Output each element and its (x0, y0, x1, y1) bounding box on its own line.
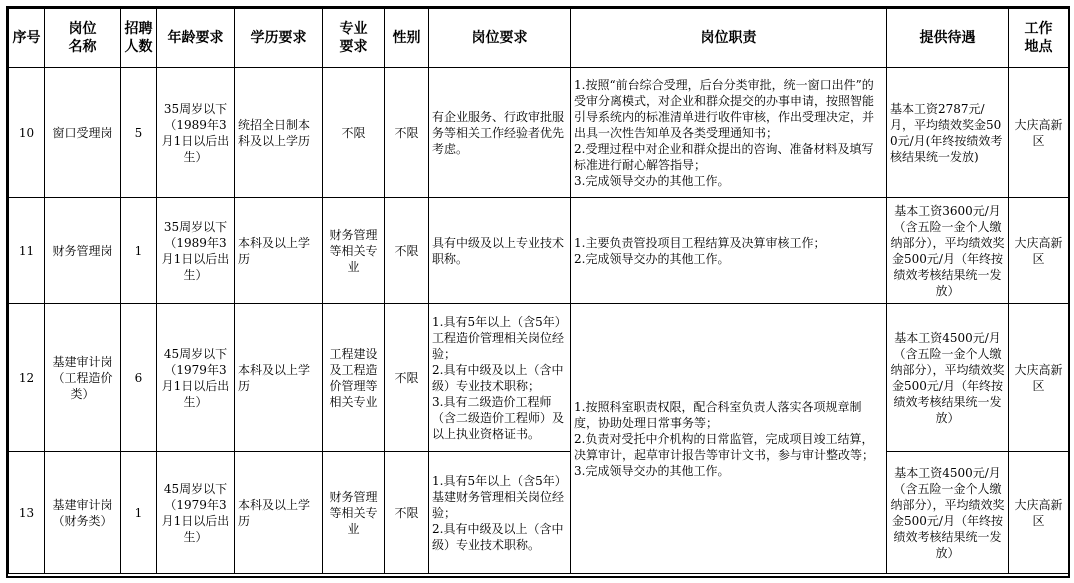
cell-pay: 基本工资3600元/月（含五险一金个人缴纳部分），平均绩效奖金500元/月（年终按绩效考核结果统一发放） (887, 198, 1009, 304)
cell-no: 11 (9, 198, 45, 304)
cell-place: 大庆高新区 (1009, 304, 1069, 452)
cell-gender: 不限 (385, 68, 429, 198)
header-no: 序号 (9, 9, 45, 68)
cell-gender: 不限 (385, 304, 429, 452)
cell-gender: 不限 (385, 198, 429, 304)
cell-duty: 1.主要负责管投项目工程结算及决算审核工作； 2.完成领导交办的其他工作。 (571, 198, 887, 304)
cell-count: 5 (121, 68, 157, 198)
cell-count: 1 (121, 452, 157, 574)
cell-req: 1.具有5年以上（含5年）基建财务管理相关岗位经验； 2.具有中级及以上（含中级）专业技术职称。 (429, 452, 571, 574)
cell-edu: 统招全日制本科及以上学历 (235, 68, 323, 198)
cell-no: 13 (9, 452, 45, 574)
cell-edu: 本科及以上学历 (235, 452, 323, 574)
table-row (9, 68, 1069, 198)
cell-count: 6 (121, 304, 157, 452)
cell-pay: 基本工资4500元/月（含五险一金个人缴纳部分），平均绩效奖金500元/月（年终按绩效考核结果统一发放） (887, 452, 1009, 574)
header-req: 岗位要求 (429, 9, 571, 68)
cell-gender: 不限 (385, 452, 429, 574)
header-duty: 岗位职责 (571, 9, 887, 68)
cell-place: 大庆高新区 (1009, 68, 1069, 198)
cell-edu: 本科及以上学历 (235, 198, 323, 304)
cell-duty-merged: 1.按照科室职责权限，配合科室负责人落实各项规章制度，协助处理日常事务等； 2.负责对受托中介机构的日常监管，完成项目竣工结算，决算审计，起草审计报告等审计文书，参与审计整改等； 3.完成领导交办的其他工作。 (571, 304, 887, 574)
cell-pay: 基本工资4500元/月（含五险一金个人缴纳部分），平均绩效奖金500元/月（年终按绩效考核结果统一发放） (887, 304, 1009, 452)
header-major: 专业 要求 (323, 9, 385, 68)
header-row (9, 9, 1069, 68)
job-table (8, 8, 1069, 574)
cell-age: 35周岁以下（1989年3月1日以后出生） (157, 198, 235, 304)
cell-req: 具有中级及以上专业技术职称。 (429, 198, 571, 304)
header-place: 工作 地点 (1009, 9, 1069, 68)
header-name: 岗位 名称 (45, 9, 121, 68)
cell-count: 1 (121, 198, 157, 304)
cell-name: 基建审计岗（财务类） (45, 452, 121, 574)
cell-name: 窗口受理岗 (45, 68, 121, 198)
cell-age: 45周岁以下（1979年3月1日以后出生） (157, 304, 235, 452)
table-row (9, 452, 1069, 574)
cell-no: 12 (9, 304, 45, 452)
header-age: 年龄要求 (157, 9, 235, 68)
cell-req: 有企业服务、行政审批服务等相关工作经验者优先考虑。 (429, 68, 571, 198)
cell-place: 大庆高新区 (1009, 198, 1069, 304)
cell-name: 基建审计岗（工程造价类） (45, 304, 121, 452)
cell-duty: 1.按照“前台综合受理，后台分类审批，统一窗口出件”的受审分离模式，对企业和群众提交的办事申请，按照智能引导系统内的标准清单进行收件审核，作出受理决定，并出具一次性告知单及各类受理通知书； 2.受理过程中对企业和群众提出的咨询、准备材料及填写标准进行耐心解答指导； 3.完成领导交办的其他工作。 (571, 68, 887, 198)
header-pay: 提供待遇 (887, 9, 1009, 68)
cell-name: 财务管理岗 (45, 198, 121, 304)
cell-age: 35周岁以下（1989年3月1日以后出生） (157, 68, 235, 198)
cell-place: 大庆高新区 (1009, 452, 1069, 574)
cell-age: 45周岁以下（1979年3月1日以后出生） (157, 452, 235, 574)
cell-edu: 本科及以上学历 (235, 304, 323, 452)
header-edu: 学历要求 (235, 9, 323, 68)
cell-req: 1.具有5年以上（含5年）工程造价管理相关岗位经验； 2.具有中级及以上（含中级）专业技术职称； 3.具有二级造价工程师（含二级造价工程师）及以上执业资格证书。 (429, 304, 571, 452)
table-row (9, 198, 1069, 304)
cell-major: 财务管理等相关专业 (323, 452, 385, 574)
header-gender: 性别 (385, 9, 429, 68)
cell-major: 工程建设及工程造价管理等相关专业 (323, 304, 385, 452)
cell-major: 不限 (323, 68, 385, 198)
cell-pay: 基本工资2787元/月，平均绩效奖金500元/月(年终按绩效考核结果统一发放) (887, 68, 1009, 198)
cell-major: 财务管理等相关专业 (323, 198, 385, 304)
cell-no: 10 (9, 68, 45, 198)
table-row (9, 304, 1069, 452)
header-count: 招聘 人数 (121, 9, 157, 68)
